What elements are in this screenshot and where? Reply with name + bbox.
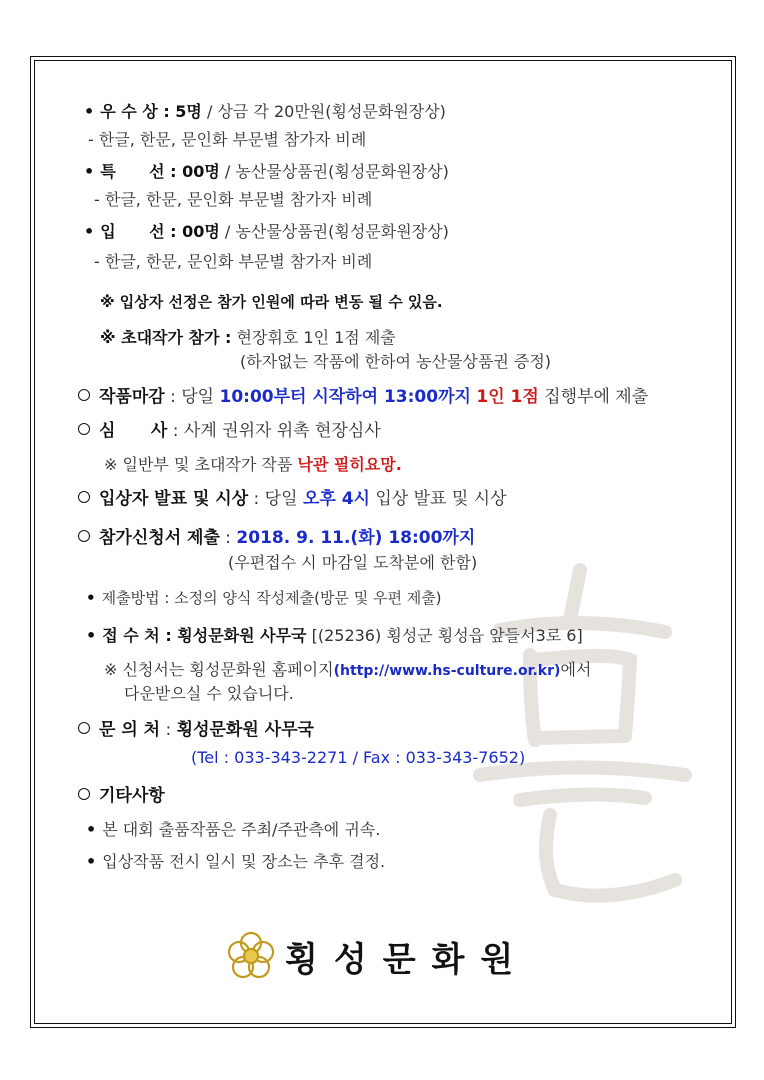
announce-rest: 입상 발표 및 시상 (369, 489, 507, 509)
homepage-link[interactable]: (http://www.hs-culture.or.kr) (333, 663, 561, 679)
contact-sep: : (160, 720, 177, 740)
deadline-sep: : 당일 (164, 387, 220, 407)
etc-item (86, 852, 385, 872)
contact-label: 문 의 처 (99, 720, 161, 740)
announce-label: 입상자 발표 및 시상 (99, 489, 249, 509)
deadline-row (78, 387, 648, 407)
application-sep: : (219, 528, 237, 548)
deadline-qty: 1인 1점 (476, 387, 539, 407)
announce-sep: : 당일 (248, 489, 303, 509)
circle-bullet-icon (78, 389, 90, 401)
etc-title-row (78, 786, 165, 806)
circle-bullet-icon (78, 788, 90, 800)
circle-bullet-icon (78, 423, 90, 435)
invited-subnote: (하자없는 작품에 한하여 농산물상품권 증정) (240, 352, 552, 371)
etc-title: 기타사항 (99, 786, 165, 806)
etc-item-text: 본 대회 출품작품은 주최/주관측에 귀속. (102, 820, 381, 839)
bullet-icon: • (86, 820, 97, 839)
deadline-label: 작품마감 (99, 387, 165, 407)
contact-org: 횡성문화원 사무국 (176, 720, 314, 740)
circle-bullet-icon (78, 530, 90, 542)
award-name: 특 선 : 00명 (100, 162, 220, 181)
award-row (84, 162, 449, 182)
flower-emblem-icon (225, 930, 277, 982)
award-row (84, 102, 446, 122)
organization-logo (225, 928, 529, 984)
application-label: 참가신청서 제출 (99, 528, 220, 548)
invited-label: ※ 초대작가 참가 : (100, 328, 232, 347)
invited-text: 현장휘호 1인 1점 제출 (231, 328, 396, 347)
award-note: - 한글, 한문, 문인화 부문별 참가자 비례 (94, 190, 373, 209)
organization-name: 횡성문화원 (285, 939, 530, 980)
judging-note-text: ※ 일반부 및 초대작가 작품 (104, 455, 298, 474)
announce-time: 오후 4시 (302, 489, 370, 509)
circle-bullet-icon (78, 491, 90, 503)
download-note-suffix: 에서 (560, 660, 592, 679)
announce-row (78, 489, 507, 509)
reception-address: [(25236) 횡성군 횡성읍 앞들서3로 6] (306, 626, 583, 645)
contact-phones: (Tel : 033-343-2271 / Fax : 033-343-7652) (191, 748, 526, 767)
circle-bullet-icon (78, 722, 90, 734)
deadline-rest: 집행부에 제출 (538, 387, 649, 407)
award-prize: / 상금 각 20만원(횡성문화원장상) (201, 102, 446, 121)
bullet-icon: • (86, 589, 96, 607)
bullet-icon: • (86, 626, 97, 645)
reception-row (86, 626, 583, 646)
award-prize: / 농산물상품권(횡성문화원장상) (219, 162, 449, 181)
award-note: - 한글, 한문, 문인화 부문별 참가자 비례 (94, 252, 373, 271)
download-note-text: ※ 신청서는 횡성문화원 홈페이지 (104, 660, 334, 679)
judging-row (78, 421, 381, 441)
deadline-time: 10:00부터 시작하여 13:00까지 (219, 387, 471, 407)
judging-note (104, 455, 402, 475)
application-subnote: (우편접수 시 마감일 도착분에 한함) (228, 553, 478, 572)
download-note-line2: 다운받으실 수 있습니다. (124, 684, 294, 703)
award-name: 우 수 상 : 5명 (100, 102, 202, 121)
judging-text: : 사계 권위자 위촉 현장심사 (167, 421, 381, 441)
bullet-icon: • (84, 222, 95, 241)
etc-item-text: 입상작품 전시 일시 및 장소는 추후 결정. (102, 852, 386, 871)
reception-label: 접 수 처 : 횡성문화원 사무국 (102, 626, 307, 645)
application-row (78, 528, 475, 548)
award-prize: / 농산물상품권(횡성문화원장상) (219, 222, 449, 241)
application-date: 2018. 9. 11.(화) 18:00까지 (236, 528, 476, 548)
bullet-icon: • (84, 102, 95, 121)
selection-note: ※ 입상자 선정은 참가 인원에 따라 변동 될 수 있음. (100, 293, 443, 311)
etc-item (86, 820, 380, 840)
award-row (84, 222, 449, 242)
invited-row (100, 328, 396, 348)
judging-label: 심 사 (99, 421, 168, 441)
award-name: 입 선 : 00명 (100, 222, 220, 241)
calligraphy-watermark (460, 560, 700, 920)
method-row (86, 588, 442, 608)
bullet-icon: • (84, 162, 95, 181)
bullet-icon: • (86, 852, 97, 871)
download-note (104, 660, 591, 681)
judging-note-emphasis: 낙관 필히요망. (297, 455, 402, 474)
submission-method: 제출방법 : 소정의 양식 작성제출(방문 및 우편 제출) (101, 589, 442, 607)
award-note: - 한글, 한문, 문인화 부문별 참가자 비례 (88, 130, 367, 149)
contact-row (78, 720, 314, 740)
